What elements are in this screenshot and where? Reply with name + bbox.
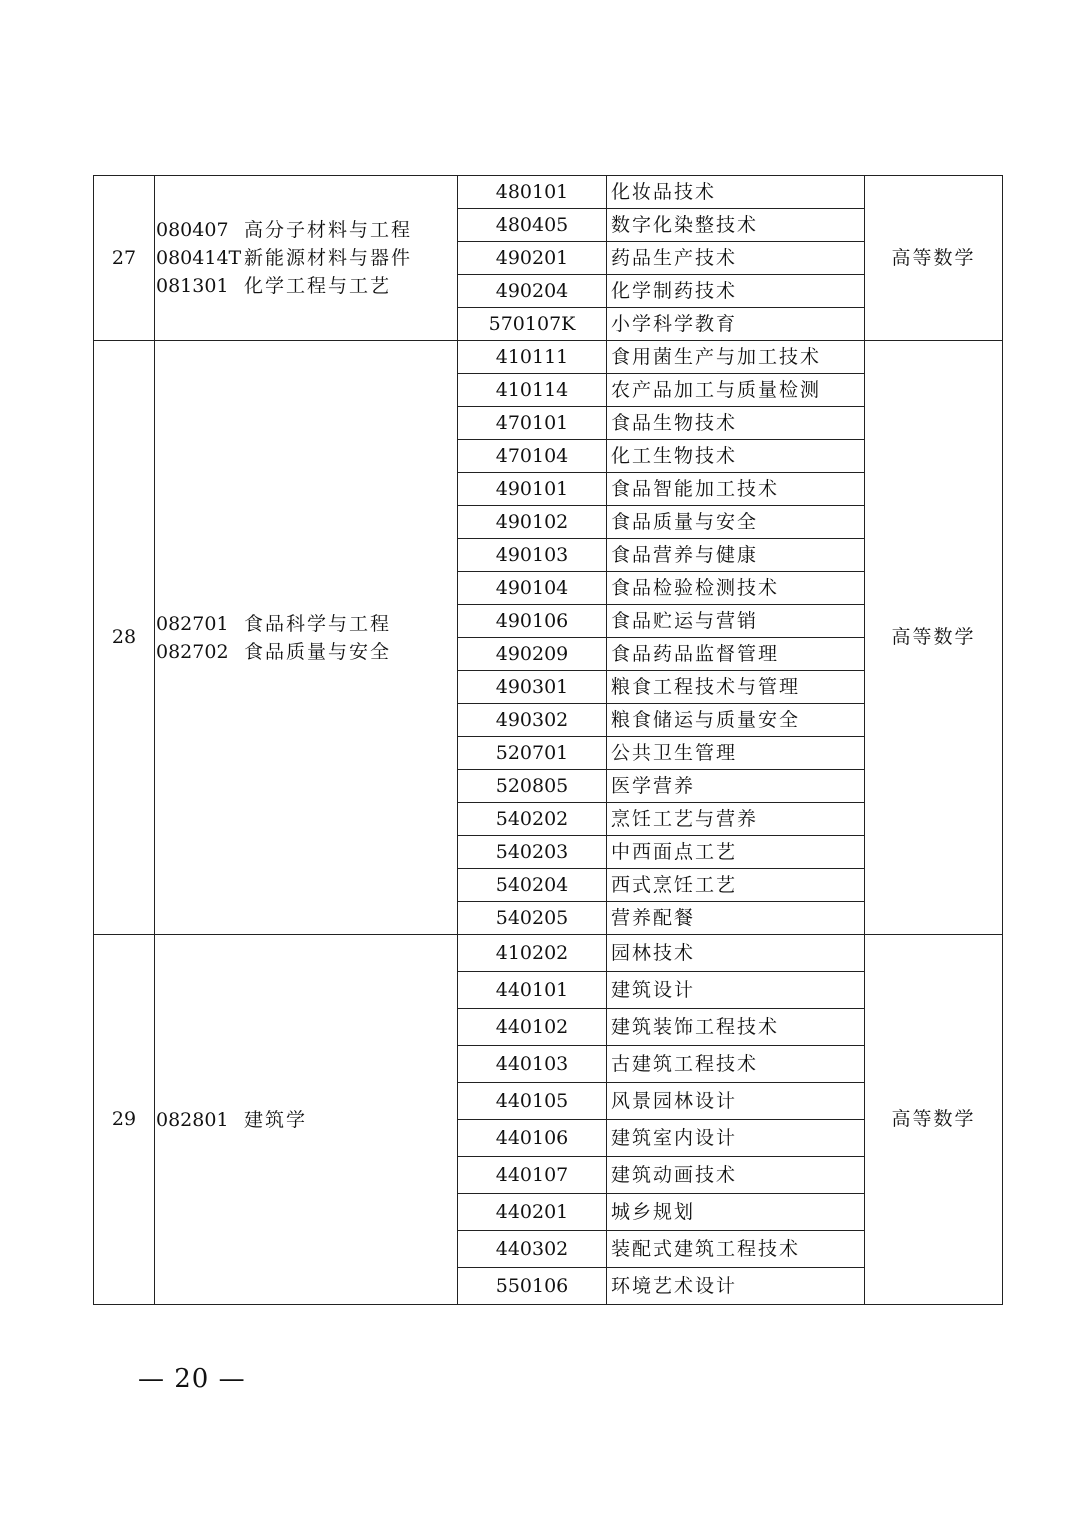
vocational-major-name: 园林技术 [607, 935, 865, 972]
vocational-major-name: 烹饪工艺与营养 [607, 803, 865, 836]
vocational-major-code: 480101 [458, 176, 607, 209]
vocational-major-name: 药品生产技术 [607, 242, 865, 275]
table-body [94, 176, 1003, 1305]
bachelor-major-name: 化学工程与工艺 [244, 275, 392, 297]
vocational-major-code: 540202 [458, 803, 607, 836]
vocational-major-name: 食品生物技术 [607, 407, 865, 440]
bachelor-major-code: 081301 [156, 275, 229, 297]
vocational-major-code: 520805 [458, 770, 607, 803]
page-number: — 20 — [138, 1364, 246, 1394]
bachelor-major [156, 638, 457, 666]
vocational-major-name: 粮食工程技术与管理 [607, 671, 865, 704]
vocational-major-name: 建筑装饰工程技术 [607, 1009, 865, 1046]
vocational-major-code: 440101 [458, 972, 607, 1009]
bachelor-major-code: 082701 [156, 612, 229, 635]
vocational-major-code: 540205 [458, 902, 607, 935]
bachelor-major-code: 080414T [156, 247, 242, 269]
vocational-major-code: 470101 [458, 407, 607, 440]
vocational-major-name: 西式烹饪工艺 [607, 869, 865, 902]
vocational-major-code: 570107K [458, 308, 607, 341]
vocational-major-name: 小学科学教育 [607, 308, 865, 341]
vocational-major-name: 城乡规划 [607, 1194, 865, 1231]
bachelor-majors-cell [155, 176, 458, 341]
bachelor-major-name: 高分子材料与工程 [244, 219, 413, 241]
vocational-major-name: 建筑室内设计 [607, 1120, 865, 1157]
bachelor-major-code: 080407 [156, 219, 229, 241]
vocational-major-code: 490209 [458, 638, 607, 671]
vocational-major-name: 食用菌生产与加工技术 [607, 341, 865, 374]
vocational-major-name: 装配式建筑工程技术 [607, 1231, 865, 1268]
bachelor-major-name: 食品科学与工程 [244, 612, 392, 635]
vocational-major-code: 440103 [458, 1046, 607, 1083]
vocational-major-name: 食品药品监督管理 [607, 638, 865, 671]
vocational-major-code: 490302 [458, 704, 607, 737]
vocational-major-name: 数字化染整技术 [607, 209, 865, 242]
vocational-major-code: 490101 [458, 473, 607, 506]
vocational-major-code: 410111 [458, 341, 607, 374]
bachelor-major [156, 244, 457, 272]
vocational-major-name: 营养配餐 [607, 902, 865, 935]
vocational-major-code: 520701 [458, 737, 607, 770]
vocational-major-code: 440302 [458, 1231, 607, 1268]
exam-subject: 高等数学 [865, 341, 1003, 935]
vocational-major-name: 建筑动画技术 [607, 1157, 865, 1194]
vocational-major-code: 540204 [458, 869, 607, 902]
vocational-major-code: 490103 [458, 539, 607, 572]
bachelor-major-name: 新能源材料与器件 [244, 247, 413, 269]
vocational-major-name: 建筑设计 [607, 972, 865, 1009]
vocational-major-name: 化学制药技术 [607, 275, 865, 308]
bachelor-major [156, 216, 457, 244]
group-number: 29 [94, 935, 155, 1305]
vocational-major-name: 食品检验检测技术 [607, 572, 865, 605]
vocational-major-code: 480405 [458, 209, 607, 242]
bachelor-major [156, 610, 457, 638]
vocational-major-name: 农产品加工与质量检测 [607, 374, 865, 407]
vocational-major-code: 410202 [458, 935, 607, 972]
vocational-major-code: 550106 [458, 1268, 607, 1305]
vocational-major-code: 490201 [458, 242, 607, 275]
vocational-major-name: 粮食储运与质量安全 [607, 704, 865, 737]
table-row [94, 935, 1003, 972]
bachelor-majors-cell [155, 341, 458, 935]
bachelor-major [156, 272, 457, 300]
vocational-major-code: 440106 [458, 1120, 607, 1157]
table-row [94, 176, 1003, 209]
vocational-major-name: 中西面点工艺 [607, 836, 865, 869]
vocational-major-name: 食品营养与健康 [607, 539, 865, 572]
vocational-major-code: 470104 [458, 440, 607, 473]
vocational-major-code: 440105 [458, 1083, 607, 1120]
bachelor-major-name: 建筑学 [244, 1108, 308, 1131]
exam-subject: 高等数学 [865, 176, 1003, 341]
vocational-major-code: 490301 [458, 671, 607, 704]
vocational-major-code: 540203 [458, 836, 607, 869]
vocational-major-code: 440102 [458, 1009, 607, 1046]
bachelor-major [156, 1106, 457, 1134]
vocational-major-code: 440107 [458, 1157, 607, 1194]
vocational-major-code: 410114 [458, 374, 607, 407]
vocational-major-code: 490104 [458, 572, 607, 605]
vocational-major-code: 490204 [458, 275, 607, 308]
vocational-major-name: 古建筑工程技术 [607, 1046, 865, 1083]
bachelor-major-code: 082702 [156, 640, 229, 663]
vocational-major-name: 公共卫生管理 [607, 737, 865, 770]
vocational-major-code: 490102 [458, 506, 607, 539]
vocational-major-name: 化妆品技术 [607, 176, 865, 209]
table-row [94, 341, 1003, 374]
vocational-major-code: 490106 [458, 605, 607, 638]
bachelor-major-code: 082801 [156, 1108, 229, 1131]
vocational-major-code: 440201 [458, 1194, 607, 1231]
vocational-major-name: 医学营养 [607, 770, 865, 803]
group-number: 27 [94, 176, 155, 341]
exam-subject: 高等数学 [865, 935, 1003, 1305]
bachelor-major-name: 食品质量与安全 [244, 640, 392, 663]
vocational-major-name: 风景园林设计 [607, 1083, 865, 1120]
vocational-major-name: 化工生物技术 [607, 440, 865, 473]
major-mapping-table [93, 175, 1003, 1305]
bachelor-majors-cell [155, 935, 458, 1305]
vocational-major-name: 食品贮运与营销 [607, 605, 865, 638]
vocational-major-name: 食品智能加工技术 [607, 473, 865, 506]
vocational-major-name: 食品质量与安全 [607, 506, 865, 539]
vocational-major-name: 环境艺术设计 [607, 1268, 865, 1305]
group-number: 28 [94, 341, 155, 935]
